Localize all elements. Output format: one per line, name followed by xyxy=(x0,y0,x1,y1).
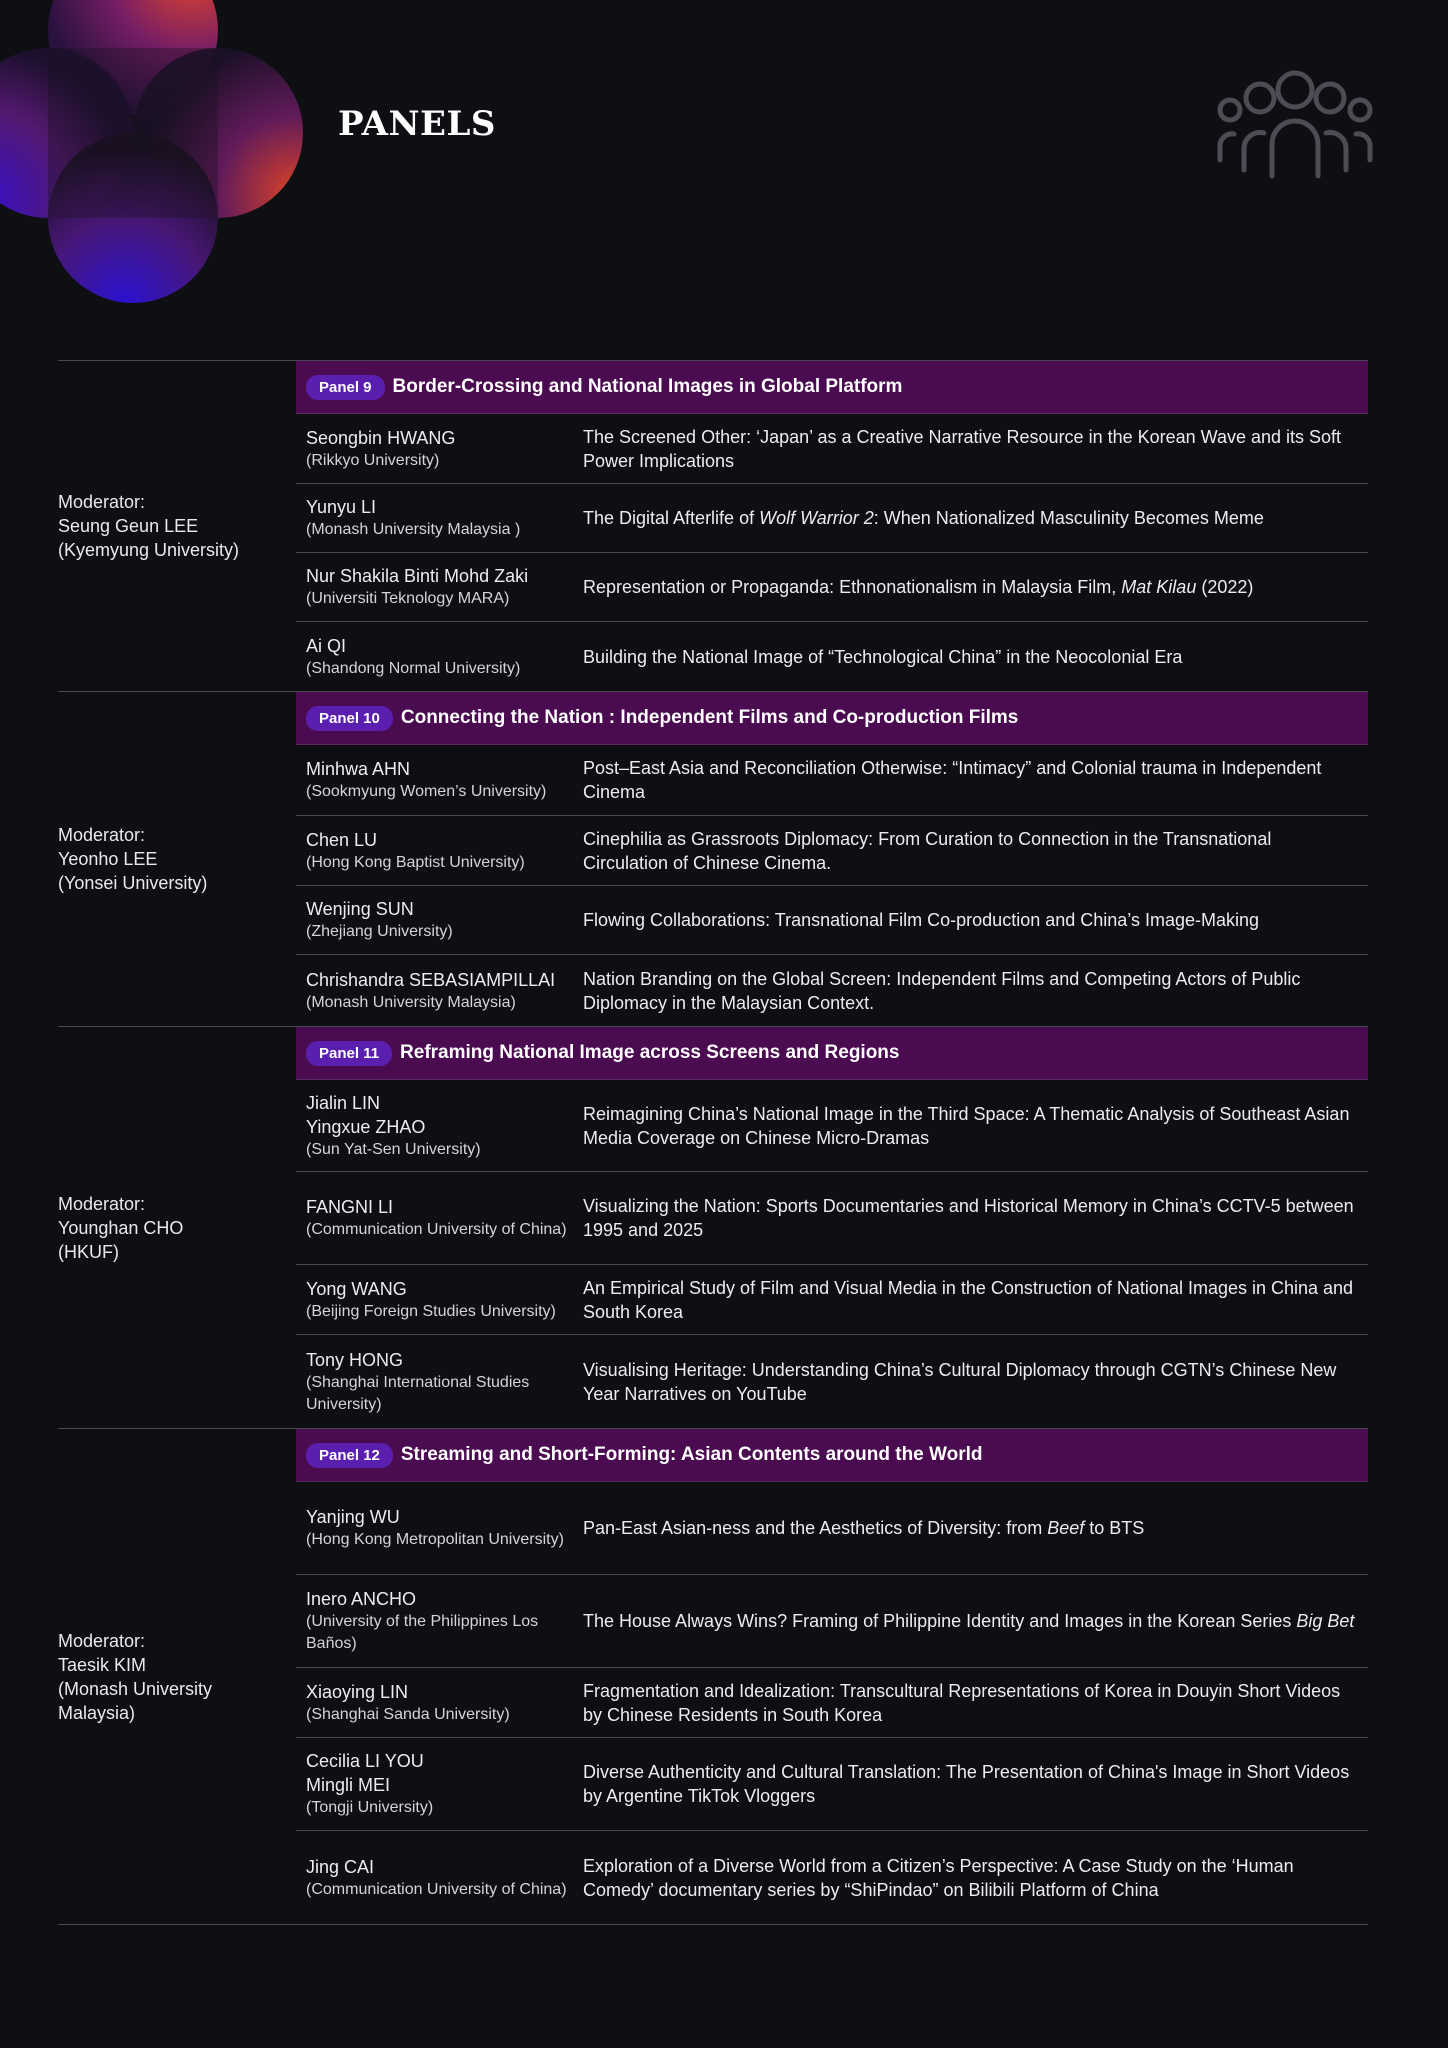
moderator-line: Yeonho LEE xyxy=(58,849,158,869)
paper-row xyxy=(296,622,1368,691)
speaker xyxy=(296,634,583,680)
speaker-affiliation: (Universiti Teknology MARA) xyxy=(306,590,510,607)
panel-badge: Panel 12 xyxy=(306,1443,393,1468)
speaker-name: Minhwa AHN xyxy=(306,759,411,779)
panel-column xyxy=(296,1027,1368,1428)
paper-row xyxy=(296,414,1368,484)
paper-title-text: Reimagining China’s National Image in the Third Space: A Thematic Analysis of Southeast Asian Media Coverage on Chinese Micro-Dramas xyxy=(583,1103,1350,1148)
moderator-line: (Monash University Malaysia) xyxy=(58,1678,213,1723)
logo-graphic xyxy=(0,0,310,310)
page-title: PANELS xyxy=(338,104,496,144)
panel-title: Connecting the Nation : Independent Films and Co-production Films xyxy=(400,707,1019,728)
speaker xyxy=(296,1348,583,1416)
speaker xyxy=(296,897,583,943)
speaker-name: Yanjing WU xyxy=(306,1507,400,1527)
paper-row xyxy=(296,1668,1368,1738)
paper-row xyxy=(296,1265,1368,1335)
paper-row xyxy=(296,816,1368,886)
paper-title xyxy=(583,425,1368,473)
speaker-affiliation: (Communication University of China) xyxy=(306,1880,567,1898)
paper-row xyxy=(296,1575,1368,1668)
moderator-line: (HKUF) xyxy=(58,1241,119,1262)
speaker-name: Seongbin HWANG xyxy=(306,427,456,448)
paper-row xyxy=(296,553,1368,622)
paper-title-text: Exploration of a Diverse World from a Citizen’s Perspective: A Case Study on the ‘Human Comedy’ documentary series by “ShiPindao” on Bilibili Platform of China xyxy=(583,1855,1294,1900)
speaker-name: FANGNI LI xyxy=(306,1197,394,1217)
speaker xyxy=(296,828,583,874)
panel-title: Reframing National Image across Screens and Regions xyxy=(400,1042,900,1063)
paper-title-text: Visualizing the Nation: Sports Documentaries and Historical Memory in China’s CCTV-5 between 1995 and 2025 xyxy=(583,1196,1354,1240)
speaker-affiliation: (Sun Yat-Sen University) xyxy=(306,1140,481,1158)
paper-title xyxy=(583,908,1368,932)
speaker-name: Yunyu LI xyxy=(306,497,377,517)
speaker-name: Chrishandra SEBASIAMPILLAI xyxy=(306,969,556,990)
speaker-name: Cecilia LI YOU xyxy=(306,1751,424,1771)
paper-title xyxy=(583,756,1368,804)
moderator xyxy=(58,1429,296,1924)
speaker-name: Nur Shakila Binti Mohd Zaki xyxy=(306,566,529,586)
speaker-name: Ai QI xyxy=(306,635,347,656)
speaker-name: Jing CAI xyxy=(306,1856,375,1877)
panel-block xyxy=(58,1026,1368,1428)
panel-header xyxy=(296,1027,1368,1080)
speaker xyxy=(296,1855,583,1901)
paper-title-text: to BTS xyxy=(1084,1518,1145,1538)
paper-title-text: The Screened Other: ‘Japan’ as a Creative Narrative Resource in the Korean Wave and its Soft Power Implications xyxy=(583,426,1342,471)
moderator-line: Moderator: xyxy=(58,492,146,512)
paper-title-text: Representation or Propaganda: Ethnonationalism in Malaysia Film, xyxy=(583,577,1122,597)
paper-title-text: Nation Branding on the Global Screen: Independent Films and Competing Actors of Public Diplomacy in the Malaysian Context. xyxy=(583,968,1301,1013)
speaker xyxy=(296,1749,583,1819)
paper-title xyxy=(583,1102,1368,1150)
paper-title-text: An Empirical Study of Film and Visual Media in the Construction of National Images in China and South Korea xyxy=(583,1277,1354,1322)
speaker-affiliation: (Hong Kong Metropolitan University) xyxy=(306,1531,564,1548)
paper-title-italic: Wolf Warrior 2 xyxy=(759,508,874,528)
paper-row xyxy=(296,1080,1368,1172)
speaker xyxy=(296,564,583,610)
paper-title-text: Diverse Authenticity and Cultural Translation: The Presentation of China's Image in Short Videos by Argentine TikTok Vloggers xyxy=(583,1762,1350,1806)
paper-title xyxy=(583,1194,1368,1242)
moderator xyxy=(58,692,296,1026)
paper-title-text: Cinephilia as Grassroots Diplomacy: From Curation to Connection in the Transnational Circulation of Chinese Cinema. xyxy=(583,828,1272,873)
paper-title-text: Fragmentation and Idealization: Transcultural Representations of Korea in Douyin Short Videos by Chinese Residents in South Korea xyxy=(583,1680,1341,1725)
moderator-line: Moderator: xyxy=(58,825,146,845)
speaker-affiliation: (Monash University Malaysia ) xyxy=(306,521,521,538)
panel-title: Streaming and Short-Forming: Asian Contents around the World xyxy=(400,1444,983,1465)
paper-title-text: The House Always Wins? Framing of Philippine Identity and Images in the Korean Series xyxy=(583,1611,1297,1631)
moderator-line: Moderator: xyxy=(58,1630,146,1651)
speaker-affiliation: (Monash University Malaysia) xyxy=(306,993,516,1011)
paper-title xyxy=(583,645,1368,669)
paper-title xyxy=(583,1760,1368,1808)
paper-title xyxy=(583,1609,1368,1633)
paper-title xyxy=(583,1854,1368,1902)
paper-row xyxy=(296,484,1368,553)
paper-title xyxy=(583,506,1368,530)
paper-title-text: Flowing Collaborations: Transnational Film Co-production and China’s Image-Making xyxy=(583,910,1260,930)
speaker xyxy=(296,1277,583,1323)
speaker-affiliation: (Rikkyo University) xyxy=(306,451,440,469)
paper-row xyxy=(296,1831,1368,1924)
speaker-name: Jialin LIN xyxy=(306,1092,381,1113)
paper-title xyxy=(583,1516,1368,1540)
moderator xyxy=(58,1027,296,1428)
speaker xyxy=(296,1091,583,1161)
paper-title-italic: Beef xyxy=(1047,1518,1085,1538)
speaker-name: Wenjing SUN xyxy=(306,899,414,919)
speaker-affiliation: (Hong Kong Baptist University) xyxy=(306,853,525,871)
speaker-name: Yong WANG xyxy=(306,1278,407,1299)
paper-title xyxy=(583,1679,1368,1727)
panel-column xyxy=(296,361,1368,691)
panel-header xyxy=(296,361,1368,414)
speaker-affiliation: (Zhejiang University) xyxy=(306,923,453,940)
moderator-line: (Kyemyung University) xyxy=(58,540,240,560)
speaker-affiliation: (Tongji University) xyxy=(306,1799,434,1816)
panel-header xyxy=(296,692,1368,745)
panel-badge: Panel 10 xyxy=(306,706,393,731)
moderator-line: (Yonsei University) xyxy=(58,873,208,893)
panel-program xyxy=(58,360,1368,1925)
speaker-name: Tony HONG xyxy=(306,1349,404,1370)
panel-block xyxy=(58,360,1368,691)
people-group-icon xyxy=(1210,64,1380,184)
paper-title-text: (2022) xyxy=(1196,577,1254,597)
speaker-name: Chen LU xyxy=(306,829,378,850)
moderator xyxy=(58,361,296,691)
paper-row xyxy=(296,886,1368,955)
speaker-name: Inero ANCHO xyxy=(306,1589,417,1609)
paper-title-text: Building the National Image of “Technological China” in the Neocolonial Era xyxy=(583,646,1183,667)
paper-title-italic: Big Bet xyxy=(1296,1611,1355,1631)
paper-row xyxy=(296,1172,1368,1265)
panel-block xyxy=(58,691,1368,1026)
paper-title-text: The Digital Afterlife of xyxy=(583,508,760,528)
moderator-line: Taesik KIM xyxy=(58,1654,147,1675)
moderator-line: Younghan CHO xyxy=(58,1217,184,1238)
paper-title xyxy=(583,967,1368,1015)
paper-title-italic: Mat Kilau xyxy=(1121,577,1197,597)
speaker-affiliation: (Shanghai International Studies University) xyxy=(306,1373,530,1413)
speaker-affiliation: (Communication University of China) xyxy=(306,1221,567,1238)
speaker-affiliation: (Beijing Foreign Studies University) xyxy=(306,1302,556,1320)
panel-block xyxy=(58,1428,1368,1925)
speaker xyxy=(296,426,583,472)
paper-title xyxy=(583,1276,1368,1324)
paper-title xyxy=(583,1358,1368,1406)
panel-header xyxy=(296,1429,1368,1482)
paper-title-text: : When Nationalized Masculinity Becomes Meme xyxy=(873,508,1264,528)
panel-badge: Panel 9 xyxy=(306,375,385,400)
paper-title-text: Visualising Heritage: Understanding China’s Cultural Diplomacy through CGTN’s Chinese New Year Narratives on YouTube xyxy=(583,1359,1337,1404)
moderator-line: Moderator: xyxy=(58,1193,146,1214)
paper-row xyxy=(296,1335,1368,1428)
paper-title-text: Pan-East Asian-ness and the Aesthetics of Diversity: from xyxy=(583,1518,1048,1538)
speaker xyxy=(296,495,583,541)
paper-row xyxy=(296,745,1368,816)
speaker xyxy=(296,1587,583,1655)
panel-column xyxy=(296,1429,1368,1924)
speaker-affiliation: (Shandong Normal University) xyxy=(306,659,521,677)
panel-badge: Panel 11 xyxy=(306,1041,392,1066)
speaker-affiliation: (Shanghai Sanda University) xyxy=(306,1705,510,1723)
speaker-name: Mingli MEI xyxy=(306,1775,391,1795)
speaker xyxy=(296,1505,583,1551)
speaker-name: Yingxue ZHAO xyxy=(306,1116,426,1137)
paper-row xyxy=(296,955,1368,1026)
paper-row xyxy=(296,1738,1368,1831)
speaker xyxy=(296,757,583,803)
paper-row xyxy=(296,1482,1368,1575)
speaker xyxy=(296,1680,583,1726)
paper-title-text: Post–East Asia and Reconciliation Otherwise: “Intimacy” and Colonial trauma in Independent Cinema xyxy=(583,758,1322,802)
paper-title xyxy=(583,575,1368,599)
speaker-name: Xiaoying LIN xyxy=(306,1681,409,1702)
speaker xyxy=(296,968,583,1014)
panel-column xyxy=(296,692,1368,1026)
moderator-line: Seung Geun LEE xyxy=(58,516,199,536)
speaker-affiliation: (University of the Philippines Los Baños) xyxy=(306,1613,539,1652)
panel-title: Border-Crossing and National Images in Global Platform xyxy=(392,376,903,397)
speaker-affiliation: (Sookmyung Women’s University) xyxy=(306,783,547,800)
paper-title xyxy=(583,827,1368,875)
speaker xyxy=(296,1195,583,1241)
